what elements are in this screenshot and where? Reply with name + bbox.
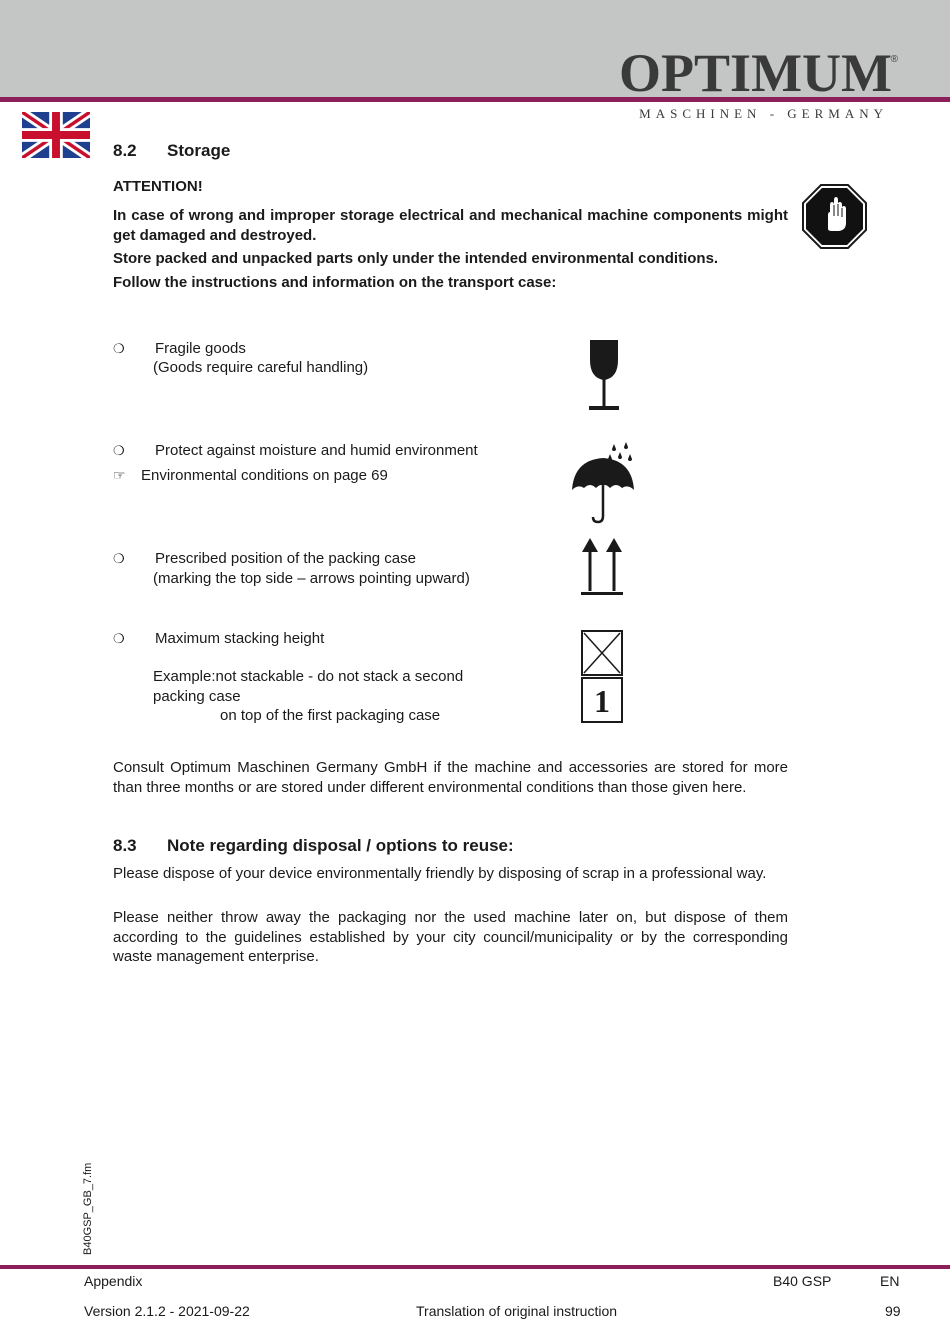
list-bullet: ❍ — [113, 551, 125, 566]
item-stacking-example: Example:not stackable - do not stack a second — [153, 668, 464, 685]
section-heading-storage — [113, 141, 230, 161]
cross-reference-text[interactable]: Environmental conditions on page 69 — [141, 467, 388, 484]
brand-tagline: MASCHINEN - GERMANY — [639, 106, 888, 121]
footer-rule — [0, 1265, 950, 1269]
list-bullet: ❍ — [113, 341, 125, 356]
item-moisture-title: Protect against moisture and humid environment — [155, 442, 478, 459]
cross-reference[interactable] — [113, 466, 388, 486]
footer-version: Version 2.1.2 - 2021-09-22 — [84, 1303, 250, 1319]
brand-logo: OPTIMUM — [619, 43, 892, 103]
file-name-label: B40GSP_GB_7.fm — [82, 1162, 94, 1255]
item-position-note: (marking the top side – arrows pointing upward) — [153, 570, 470, 587]
disposal-paragraph-1: Please dispose of your device environmentally friendly by disposing of scrap in a professional way. — [113, 865, 767, 882]
item-stacking-example-cont: packing case — [153, 688, 241, 705]
umbrella-rain-icon — [568, 438, 638, 524]
attention-label: ATTENTION! — [113, 178, 203, 195]
list-bullet: ❍ — [113, 443, 125, 458]
consult-paragraph: Consult Optimum Maschinen Germany GmbH if the machine and accessories are stored for more than three months or are stored under different environmental conditions than those given here. — [113, 759, 788, 796]
section-number: 8.3 — [113, 836, 137, 855]
this-way-up-icon — [578, 536, 626, 598]
uk-flag-icon — [22, 112, 90, 158]
item-stacking-example-end: on top of the first packaging case — [220, 707, 441, 724]
disposal-paragraph-2: Please neither throw away the packaging nor the used machine later on, but dispose of them according to the guidelines established by your city council/municipality or by the corresponding waste management enterprise. — [113, 909, 788, 965]
warning-text-1: In case of wrong and improper storage electrical and mechanical machine components might get damaged and destroyed. — [113, 207, 788, 244]
warning-text-3: Follow the instructions and information on the transport case: — [113, 274, 557, 291]
footer-chapter: Appendix — [84, 1273, 143, 1289]
footer-language: EN — [880, 1273, 900, 1289]
stacking-limit-icon — [580, 629, 625, 724]
section-heading-disposal — [113, 836, 514, 856]
stack-number: 1 — [594, 683, 610, 719]
section-title: Note regarding disposal / options to reuse: — [167, 836, 514, 855]
warning-text-2: Store packed and unpacked parts only under the intended environmental conditions. — [113, 250, 719, 267]
item-fragile-note: (Goods require careful handling) — [153, 359, 369, 376]
fragile-glass-icon — [586, 338, 622, 412]
pointing-hand-icon: ☞ — [113, 467, 126, 483]
footer-translation: Translation of original instruction — [416, 1303, 618, 1319]
stop-hand-icon — [801, 183, 868, 250]
footer-model: B40 GSP — [773, 1273, 832, 1289]
list-bullet: ❍ — [113, 631, 125, 646]
item-position-title: Prescribed position of the packing case — [155, 550, 416, 567]
page-number: 99 — [885, 1303, 901, 1319]
item-stacking-title: Maximum stacking height — [155, 630, 325, 647]
registered-mark: ® — [890, 54, 898, 65]
section-title: Storage — [167, 141, 231, 160]
section-number: 8.2 — [113, 141, 137, 160]
item-fragile-title: Fragile goods — [155, 340, 246, 357]
